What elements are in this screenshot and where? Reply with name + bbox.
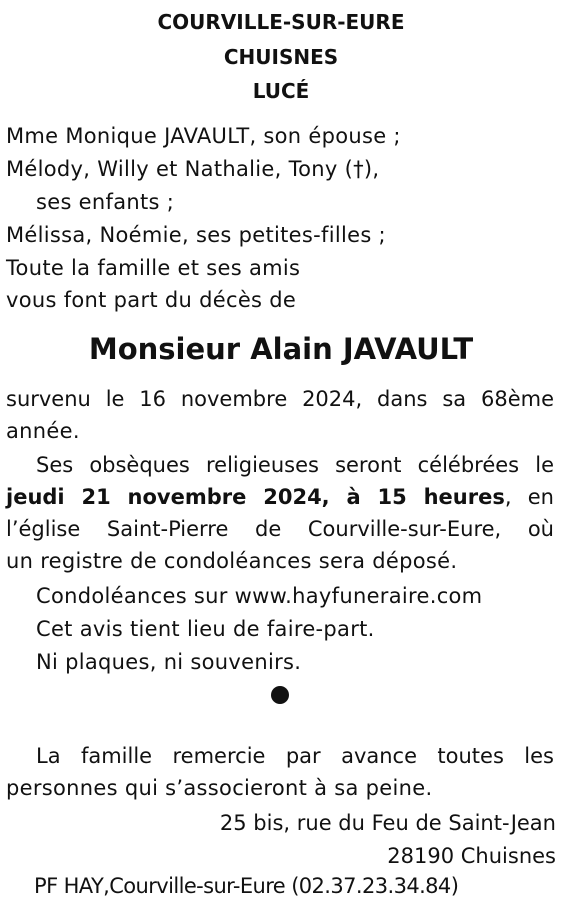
address-city: 28190 Chuisnes — [387, 844, 556, 868]
notice-line: Cet avis tient lieu de faire-part. — [36, 617, 375, 641]
separator-dot — [271, 686, 289, 704]
deceased-name: Monsieur Alain JAVAULT — [88, 332, 474, 366]
no-flowers-line: Ni plaques, ni souvenirs. — [36, 650, 302, 674]
funeral-date-tail: , en — [504, 485, 554, 509]
funeral-line-1: Ses obsèques religieuses seront célébrées le — [36, 453, 554, 477]
family-line-friends: Toute la famille et ses amis — [6, 256, 301, 280]
funeral-home-footer: PF HAY,Courville-sur-Eure (02.37.23.34.84) — [34, 874, 459, 898]
family-line-grandchildren: Mélissa, Noémie, ses petites-filles ; — [6, 223, 386, 247]
condolences-line: Condoléances sur www.hayfuneraire.com — [36, 584, 483, 608]
death-line-2: année. — [6, 419, 80, 443]
location-luce: LUCÉ — [252, 79, 310, 103]
thanks-line-2: personnes qui s’associeront à sa peine. — [6, 776, 433, 800]
family-line-spouse: Mme Monique JAVAULT, son épouse ; — [6, 124, 401, 148]
funeral-line-3: l’église Saint-Pierre de Courville-sur-Eure, où — [6, 517, 554, 541]
death-line-1: survenu le 16 novembre 2024, dans sa 68ème — [6, 387, 554, 411]
family-line-announcement: vous font part du décès de — [6, 288, 297, 312]
funeral-line-4: un registre de condoléances sera déposé. — [6, 549, 458, 573]
location-chuisnes: CHUISNES — [223, 45, 339, 69]
address-street: 25 bis, rue du Feu de Saint-Jean — [219, 811, 556, 835]
location-courville: COURVILLE-SUR-EURE — [157, 10, 405, 34]
family-line-children-label: ses enfants ; — [36, 190, 175, 214]
funeral-line-2 — [6, 484, 554, 510]
family-line-children: Mélody, Willy et Nathalie, Tony (†), — [6, 157, 380, 181]
funeral-date: jeudi 21 novembre 2024, à 15 heures — [6, 485, 505, 509]
thanks-line-1: La famille remercie par avance toutes les — [36, 744, 554, 768]
